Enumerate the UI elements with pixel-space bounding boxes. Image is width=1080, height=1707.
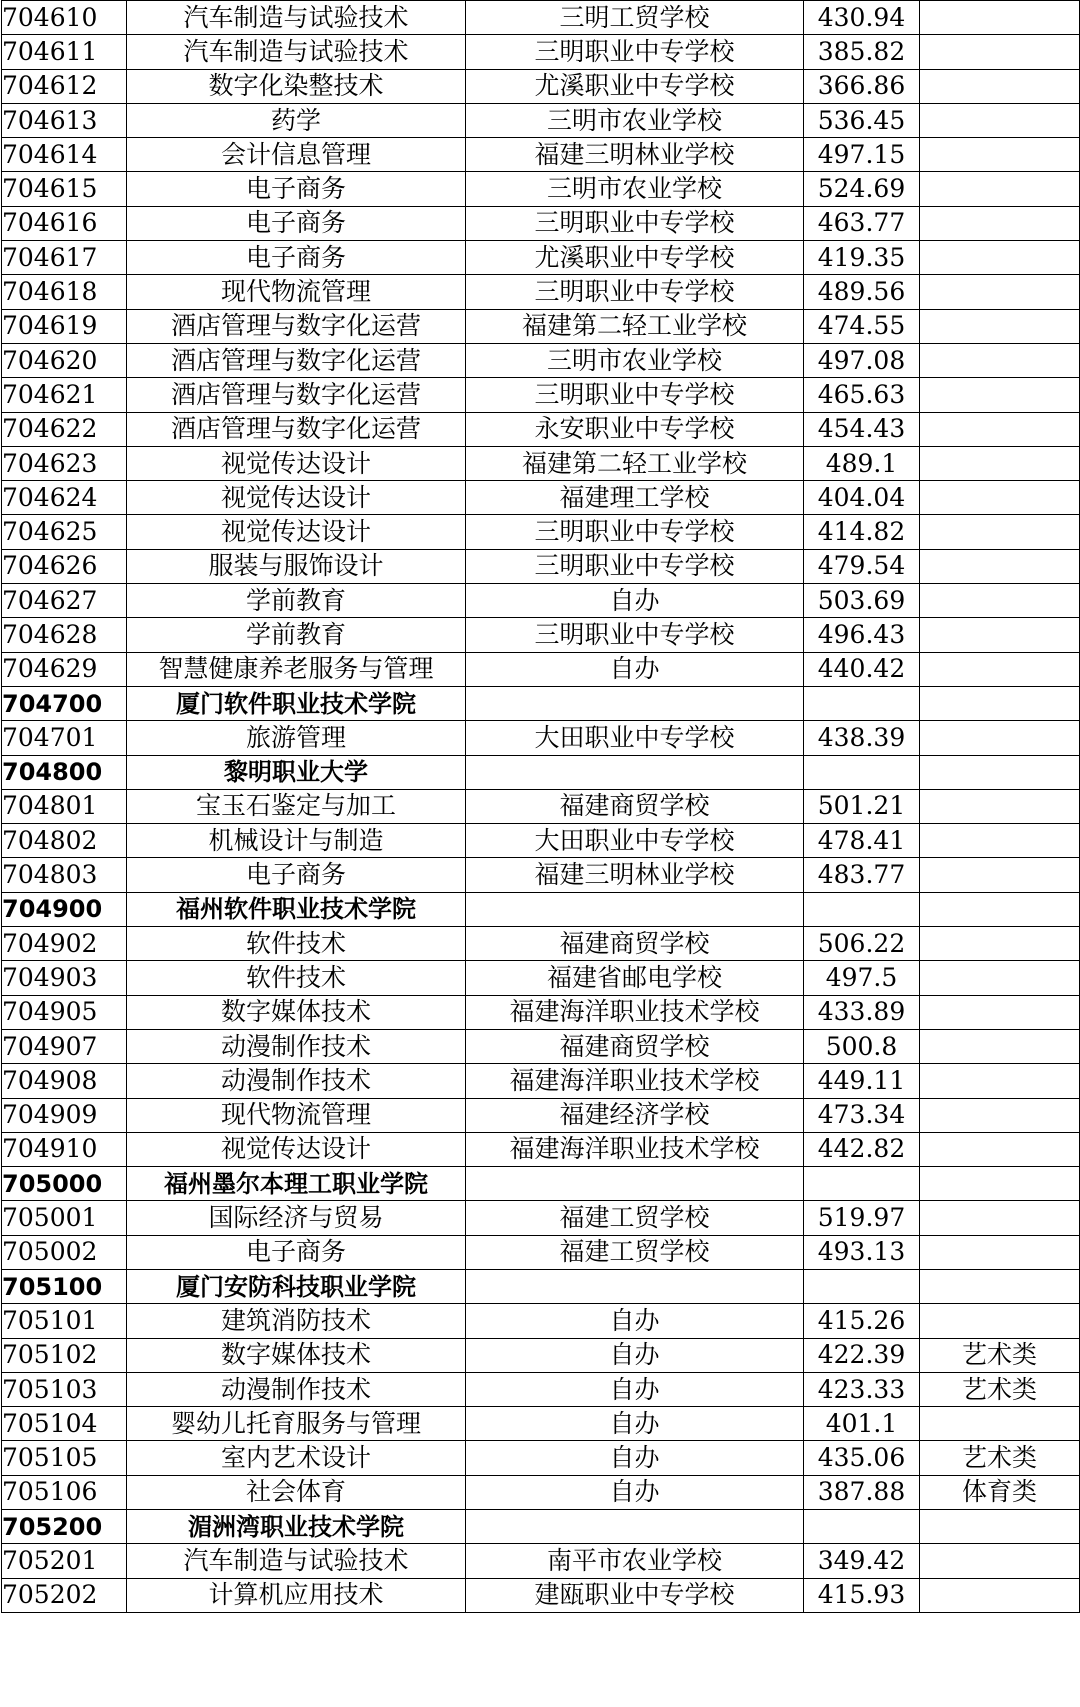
note-cell	[920, 927, 1080, 961]
table-row	[2, 206, 1080, 240]
table-row-institution	[2, 755, 1080, 789]
table-row	[2, 927, 1080, 961]
score-cell: 442.82	[804, 1132, 920, 1166]
code-cell: 705106	[2, 1475, 127, 1509]
table-row	[2, 995, 1080, 1029]
note-cell: 艺术类	[920, 1338, 1080, 1372]
major-cell: 现代物流管理	[127, 1098, 466, 1132]
table-row	[2, 1475, 1080, 1509]
table-row	[2, 721, 1080, 755]
school-cell: 福建海洋职业技术学校	[466, 1064, 804, 1098]
table-row	[2, 789, 1080, 823]
note-cell	[920, 1407, 1080, 1441]
score-cell	[804, 686, 920, 720]
code-cell: 705201	[2, 1544, 127, 1578]
table-row	[2, 1029, 1080, 1063]
school-cell	[466, 1510, 804, 1544]
code-cell: 704611	[2, 35, 127, 69]
table-row	[2, 103, 1080, 137]
major-cell: 智慧健康养老服务与管理	[127, 652, 466, 686]
note-cell	[920, 858, 1080, 892]
note-cell	[920, 481, 1080, 515]
school-cell: 自办	[466, 1475, 804, 1509]
major-cell: 婴幼儿托育服务与管理	[127, 1407, 466, 1441]
score-cell: 422.39	[804, 1338, 920, 1372]
table-row	[2, 1407, 1080, 1441]
major-cell: 宝玉石鉴定与加工	[127, 789, 466, 823]
note-cell	[920, 1578, 1080, 1612]
score-cell: 506.22	[804, 927, 920, 961]
table-row	[2, 481, 1080, 515]
table-row-institution	[2, 1269, 1080, 1303]
major-cell: 电子商务	[127, 1235, 466, 1269]
note-cell	[920, 1029, 1080, 1063]
table-row	[2, 378, 1080, 412]
code-cell: 704612	[2, 69, 127, 103]
table-row	[2, 858, 1080, 892]
major-cell: 酒店管理与数字化运营	[127, 378, 466, 412]
major-cell: 现代物流管理	[127, 275, 466, 309]
code-cell: 704617	[2, 241, 127, 275]
table-row-institution	[2, 892, 1080, 926]
school-cell: 福建海洋职业技术学校	[466, 1132, 804, 1166]
code-cell: 704908	[2, 1064, 127, 1098]
code-cell: 704701	[2, 721, 127, 755]
table-row	[2, 412, 1080, 446]
school-cell: 三明市农业学校	[466, 172, 804, 206]
note-cell	[920, 446, 1080, 480]
code-cell: 704628	[2, 618, 127, 652]
note-cell	[920, 1132, 1080, 1166]
score-cell: 415.26	[804, 1304, 920, 1338]
code-cell: 704613	[2, 103, 127, 137]
major-cell: 电子商务	[127, 206, 466, 240]
table-row	[2, 515, 1080, 549]
school-cell: 三明职业中专学校	[466, 378, 804, 412]
table-row	[2, 652, 1080, 686]
major-cell: 数字媒体技术	[127, 995, 466, 1029]
note-cell	[920, 69, 1080, 103]
score-cell: 419.35	[804, 241, 920, 275]
note-cell	[920, 789, 1080, 823]
major-cell: 学前教育	[127, 584, 466, 618]
note-cell	[920, 721, 1080, 755]
note-cell	[920, 1269, 1080, 1303]
score-cell: 479.54	[804, 549, 920, 583]
major-cell: 会计信息管理	[127, 138, 466, 172]
major-cell: 动漫制作技术	[127, 1064, 466, 1098]
major-cell: 建筑消防技术	[127, 1304, 466, 1338]
score-cell: 449.11	[804, 1064, 920, 1098]
note-cell: 体育类	[920, 1475, 1080, 1509]
school-cell: 福建商贸学校	[466, 789, 804, 823]
score-cell: 463.77	[804, 206, 920, 240]
school-cell: 福建商贸学校	[466, 1029, 804, 1063]
code-cell: 705001	[2, 1201, 127, 1235]
score-cell: 415.93	[804, 1578, 920, 1612]
score-cell: 496.43	[804, 618, 920, 652]
code-cell: 704623	[2, 446, 127, 480]
table-body	[2, 1, 1080, 1613]
note-cell	[920, 206, 1080, 240]
table-row	[2, 35, 1080, 69]
institution-name-cell: 黎明职业大学	[127, 755, 466, 789]
school-cell: 自办	[466, 584, 804, 618]
code-cell: 704625	[2, 515, 127, 549]
school-cell: 三明职业中专学校	[466, 549, 804, 583]
table-row-institution	[2, 1510, 1080, 1544]
institution-name-cell: 福州墨尔本理工职业学院	[127, 1167, 466, 1201]
institution-name-cell: 湄洲湾职业技术学院	[127, 1510, 466, 1544]
note-cell	[920, 275, 1080, 309]
table-row	[2, 446, 1080, 480]
school-cell: 大田职业中专学校	[466, 824, 804, 858]
major-cell: 酒店管理与数字化运营	[127, 343, 466, 377]
code-cell: 704905	[2, 995, 127, 1029]
major-cell: 酒店管理与数字化运营	[127, 412, 466, 446]
code-cell: 705102	[2, 1338, 127, 1372]
note-cell	[920, 1, 1080, 35]
code-cell: 704619	[2, 309, 127, 343]
school-cell: 福建理工学校	[466, 481, 804, 515]
table-row	[2, 1544, 1080, 1578]
school-cell: 福建三明林业学校	[466, 858, 804, 892]
table-row	[2, 618, 1080, 652]
table-row	[2, 1098, 1080, 1132]
school-cell: 永安职业中专学校	[466, 412, 804, 446]
score-cell: 500.8	[804, 1029, 920, 1063]
code-cell: 705000	[2, 1167, 127, 1201]
score-cell: 489.56	[804, 275, 920, 309]
score-cell: 524.69	[804, 172, 920, 206]
code-cell: 704629	[2, 652, 127, 686]
score-cell	[804, 1167, 920, 1201]
table-row	[2, 1338, 1080, 1372]
note-cell: 艺术类	[920, 1372, 1080, 1406]
note-cell	[920, 378, 1080, 412]
school-cell	[466, 892, 804, 926]
note-cell	[920, 1544, 1080, 1578]
table-row	[2, 172, 1080, 206]
major-cell: 软件技术	[127, 927, 466, 961]
school-cell: 自办	[466, 1441, 804, 1475]
major-cell: 计算机应用技术	[127, 1578, 466, 1612]
school-cell: 福建三明林业学校	[466, 138, 804, 172]
table-row	[2, 1441, 1080, 1475]
table-row	[2, 961, 1080, 995]
table-row	[2, 1578, 1080, 1612]
score-cell: 385.82	[804, 35, 920, 69]
major-cell: 汽车制造与试验技术	[127, 35, 466, 69]
major-cell: 室内艺术设计	[127, 1441, 466, 1475]
school-cell: 大田职业中专学校	[466, 721, 804, 755]
major-cell: 国际经济与贸易	[127, 1201, 466, 1235]
major-cell: 视觉传达设计	[127, 515, 466, 549]
score-cell: 497.15	[804, 138, 920, 172]
code-cell: 705100	[2, 1269, 127, 1303]
score-cell: 465.63	[804, 378, 920, 412]
major-cell: 机械设计与制造	[127, 824, 466, 858]
score-cell: 454.43	[804, 412, 920, 446]
school-cell: 三明市农业学校	[466, 103, 804, 137]
note-cell	[920, 961, 1080, 995]
major-cell: 药学	[127, 103, 466, 137]
score-cell: 387.88	[804, 1475, 920, 1509]
note-cell	[920, 1510, 1080, 1544]
code-cell: 704800	[2, 755, 127, 789]
school-cell	[466, 1269, 804, 1303]
code-cell: 705200	[2, 1510, 127, 1544]
note-cell	[920, 549, 1080, 583]
table-row	[2, 1372, 1080, 1406]
score-cell: 536.45	[804, 103, 920, 137]
table-row	[2, 1132, 1080, 1166]
score-cell: 483.77	[804, 858, 920, 892]
major-cell: 旅游管理	[127, 721, 466, 755]
note-cell	[920, 618, 1080, 652]
score-cell: 503.69	[804, 584, 920, 618]
code-cell: 704610	[2, 1, 127, 35]
code-cell: 704627	[2, 584, 127, 618]
note-cell	[920, 103, 1080, 137]
school-cell: 福建经济学校	[466, 1098, 804, 1132]
major-cell: 动漫制作技术	[127, 1372, 466, 1406]
code-cell: 704615	[2, 172, 127, 206]
score-cell: 349.42	[804, 1544, 920, 1578]
school-cell: 福建省邮电学校	[466, 961, 804, 995]
admission-score-table	[1, 0, 1080, 1613]
school-cell: 福建商贸学校	[466, 927, 804, 961]
score-cell	[804, 755, 920, 789]
major-cell: 动漫制作技术	[127, 1029, 466, 1063]
score-cell: 519.97	[804, 1201, 920, 1235]
score-cell: 438.39	[804, 721, 920, 755]
note-cell	[920, 1167, 1080, 1201]
table-row	[2, 1, 1080, 35]
note-cell	[920, 138, 1080, 172]
note-cell	[920, 686, 1080, 720]
major-cell: 视觉传达设计	[127, 1132, 466, 1166]
code-cell: 704614	[2, 138, 127, 172]
note-cell	[920, 309, 1080, 343]
table-row-institution	[2, 686, 1080, 720]
code-cell: 704622	[2, 412, 127, 446]
code-cell: 704618	[2, 275, 127, 309]
school-cell: 尤溪职业中专学校	[466, 241, 804, 275]
school-cell: 福建海洋职业技术学校	[466, 995, 804, 1029]
score-cell	[804, 892, 920, 926]
school-cell: 福建工贸学校	[466, 1235, 804, 1269]
table-row	[2, 343, 1080, 377]
code-cell: 704700	[2, 686, 127, 720]
code-cell: 705202	[2, 1578, 127, 1612]
school-cell: 自办	[466, 1407, 804, 1441]
major-cell: 汽车制造与试验技术	[127, 1, 466, 35]
score-cell: 433.89	[804, 995, 920, 1029]
table-row	[2, 1235, 1080, 1269]
school-cell	[466, 1167, 804, 1201]
school-cell: 建瓯职业中专学校	[466, 1578, 804, 1612]
code-cell: 705105	[2, 1441, 127, 1475]
school-cell: 福建第二轻工业学校	[466, 446, 804, 480]
score-cell: 366.86	[804, 69, 920, 103]
school-cell: 南平市农业学校	[466, 1544, 804, 1578]
school-cell	[466, 686, 804, 720]
major-cell: 数字化染整技术	[127, 69, 466, 103]
score-cell: 430.94	[804, 1, 920, 35]
school-cell: 自办	[466, 1338, 804, 1372]
table-row	[2, 1304, 1080, 1338]
score-cell: 404.04	[804, 481, 920, 515]
note-cell	[920, 343, 1080, 377]
score-cell: 497.5	[804, 961, 920, 995]
major-cell: 服装与服饰设计	[127, 549, 466, 583]
score-cell: 423.33	[804, 1372, 920, 1406]
score-cell: 473.34	[804, 1098, 920, 1132]
major-cell: 电子商务	[127, 858, 466, 892]
score-cell: 440.42	[804, 652, 920, 686]
score-cell: 414.82	[804, 515, 920, 549]
table-row	[2, 584, 1080, 618]
note-cell	[920, 1098, 1080, 1132]
table-row	[2, 549, 1080, 583]
note-cell	[920, 172, 1080, 206]
school-cell: 福建第二轻工业学校	[466, 309, 804, 343]
score-cell: 493.13	[804, 1235, 920, 1269]
school-cell: 三明职业中专学校	[466, 618, 804, 652]
score-cell: 435.06	[804, 1441, 920, 1475]
major-cell: 数字媒体技术	[127, 1338, 466, 1372]
code-cell: 704624	[2, 481, 127, 515]
table-row	[2, 824, 1080, 858]
note-cell	[920, 241, 1080, 275]
table-row	[2, 241, 1080, 275]
table-row-institution	[2, 1167, 1080, 1201]
school-cell: 自办	[466, 1372, 804, 1406]
score-cell	[804, 1269, 920, 1303]
score-cell: 497.08	[804, 343, 920, 377]
code-cell: 704803	[2, 858, 127, 892]
school-cell: 自办	[466, 1304, 804, 1338]
code-cell: 704903	[2, 961, 127, 995]
code-cell: 704902	[2, 927, 127, 961]
major-cell: 电子商务	[127, 172, 466, 206]
note-cell	[920, 412, 1080, 446]
code-cell: 705104	[2, 1407, 127, 1441]
code-cell: 704907	[2, 1029, 127, 1063]
code-cell: 704626	[2, 549, 127, 583]
school-cell: 福建工贸学校	[466, 1201, 804, 1235]
note-cell	[920, 995, 1080, 1029]
school-cell: 三明职业中专学校	[466, 206, 804, 240]
major-cell: 汽车制造与试验技术	[127, 1544, 466, 1578]
note-cell: 艺术类	[920, 1441, 1080, 1475]
note-cell	[920, 755, 1080, 789]
note-cell	[920, 515, 1080, 549]
code-cell: 705103	[2, 1372, 127, 1406]
school-cell: 三明职业中专学校	[466, 275, 804, 309]
code-cell: 705002	[2, 1235, 127, 1269]
note-cell	[920, 1201, 1080, 1235]
school-cell: 三明职业中专学校	[466, 35, 804, 69]
code-cell: 704802	[2, 824, 127, 858]
note-cell	[920, 584, 1080, 618]
school-cell: 三明市农业学校	[466, 343, 804, 377]
score-cell: 478.41	[804, 824, 920, 858]
code-cell: 705101	[2, 1304, 127, 1338]
table-row	[2, 69, 1080, 103]
note-cell	[920, 824, 1080, 858]
table-row	[2, 309, 1080, 343]
institution-name-cell: 厦门软件职业技术学院	[127, 686, 466, 720]
code-cell: 704909	[2, 1098, 127, 1132]
major-cell: 电子商务	[127, 241, 466, 275]
major-cell: 视觉传达设计	[127, 446, 466, 480]
major-cell: 软件技术	[127, 961, 466, 995]
table-row	[2, 275, 1080, 309]
note-cell	[920, 652, 1080, 686]
note-cell	[920, 1064, 1080, 1098]
score-cell	[804, 1510, 920, 1544]
major-cell: 学前教育	[127, 618, 466, 652]
school-cell: 尤溪职业中专学校	[466, 69, 804, 103]
code-cell: 704620	[2, 343, 127, 377]
table-row	[2, 1201, 1080, 1235]
code-cell: 704910	[2, 1132, 127, 1166]
note-cell	[920, 1235, 1080, 1269]
major-cell: 社会体育	[127, 1475, 466, 1509]
note-cell	[920, 1304, 1080, 1338]
code-cell: 704621	[2, 378, 127, 412]
school-cell: 三明职业中专学校	[466, 515, 804, 549]
institution-name-cell: 厦门安防科技职业学院	[127, 1269, 466, 1303]
code-cell: 704801	[2, 789, 127, 823]
school-cell: 自办	[466, 652, 804, 686]
table-row	[2, 138, 1080, 172]
note-cell	[920, 892, 1080, 926]
school-cell	[466, 755, 804, 789]
code-cell: 704616	[2, 206, 127, 240]
note-cell	[920, 35, 1080, 69]
major-cell: 视觉传达设计	[127, 481, 466, 515]
score-cell: 489.1	[804, 446, 920, 480]
score-cell: 401.1	[804, 1407, 920, 1441]
school-cell: 三明工贸学校	[466, 1, 804, 35]
institution-name-cell: 福州软件职业技术学院	[127, 892, 466, 926]
code-cell: 704900	[2, 892, 127, 926]
major-cell: 酒店管理与数字化运营	[127, 309, 466, 343]
table-row	[2, 1064, 1080, 1098]
score-cell: 501.21	[804, 789, 920, 823]
score-cell: 474.55	[804, 309, 920, 343]
